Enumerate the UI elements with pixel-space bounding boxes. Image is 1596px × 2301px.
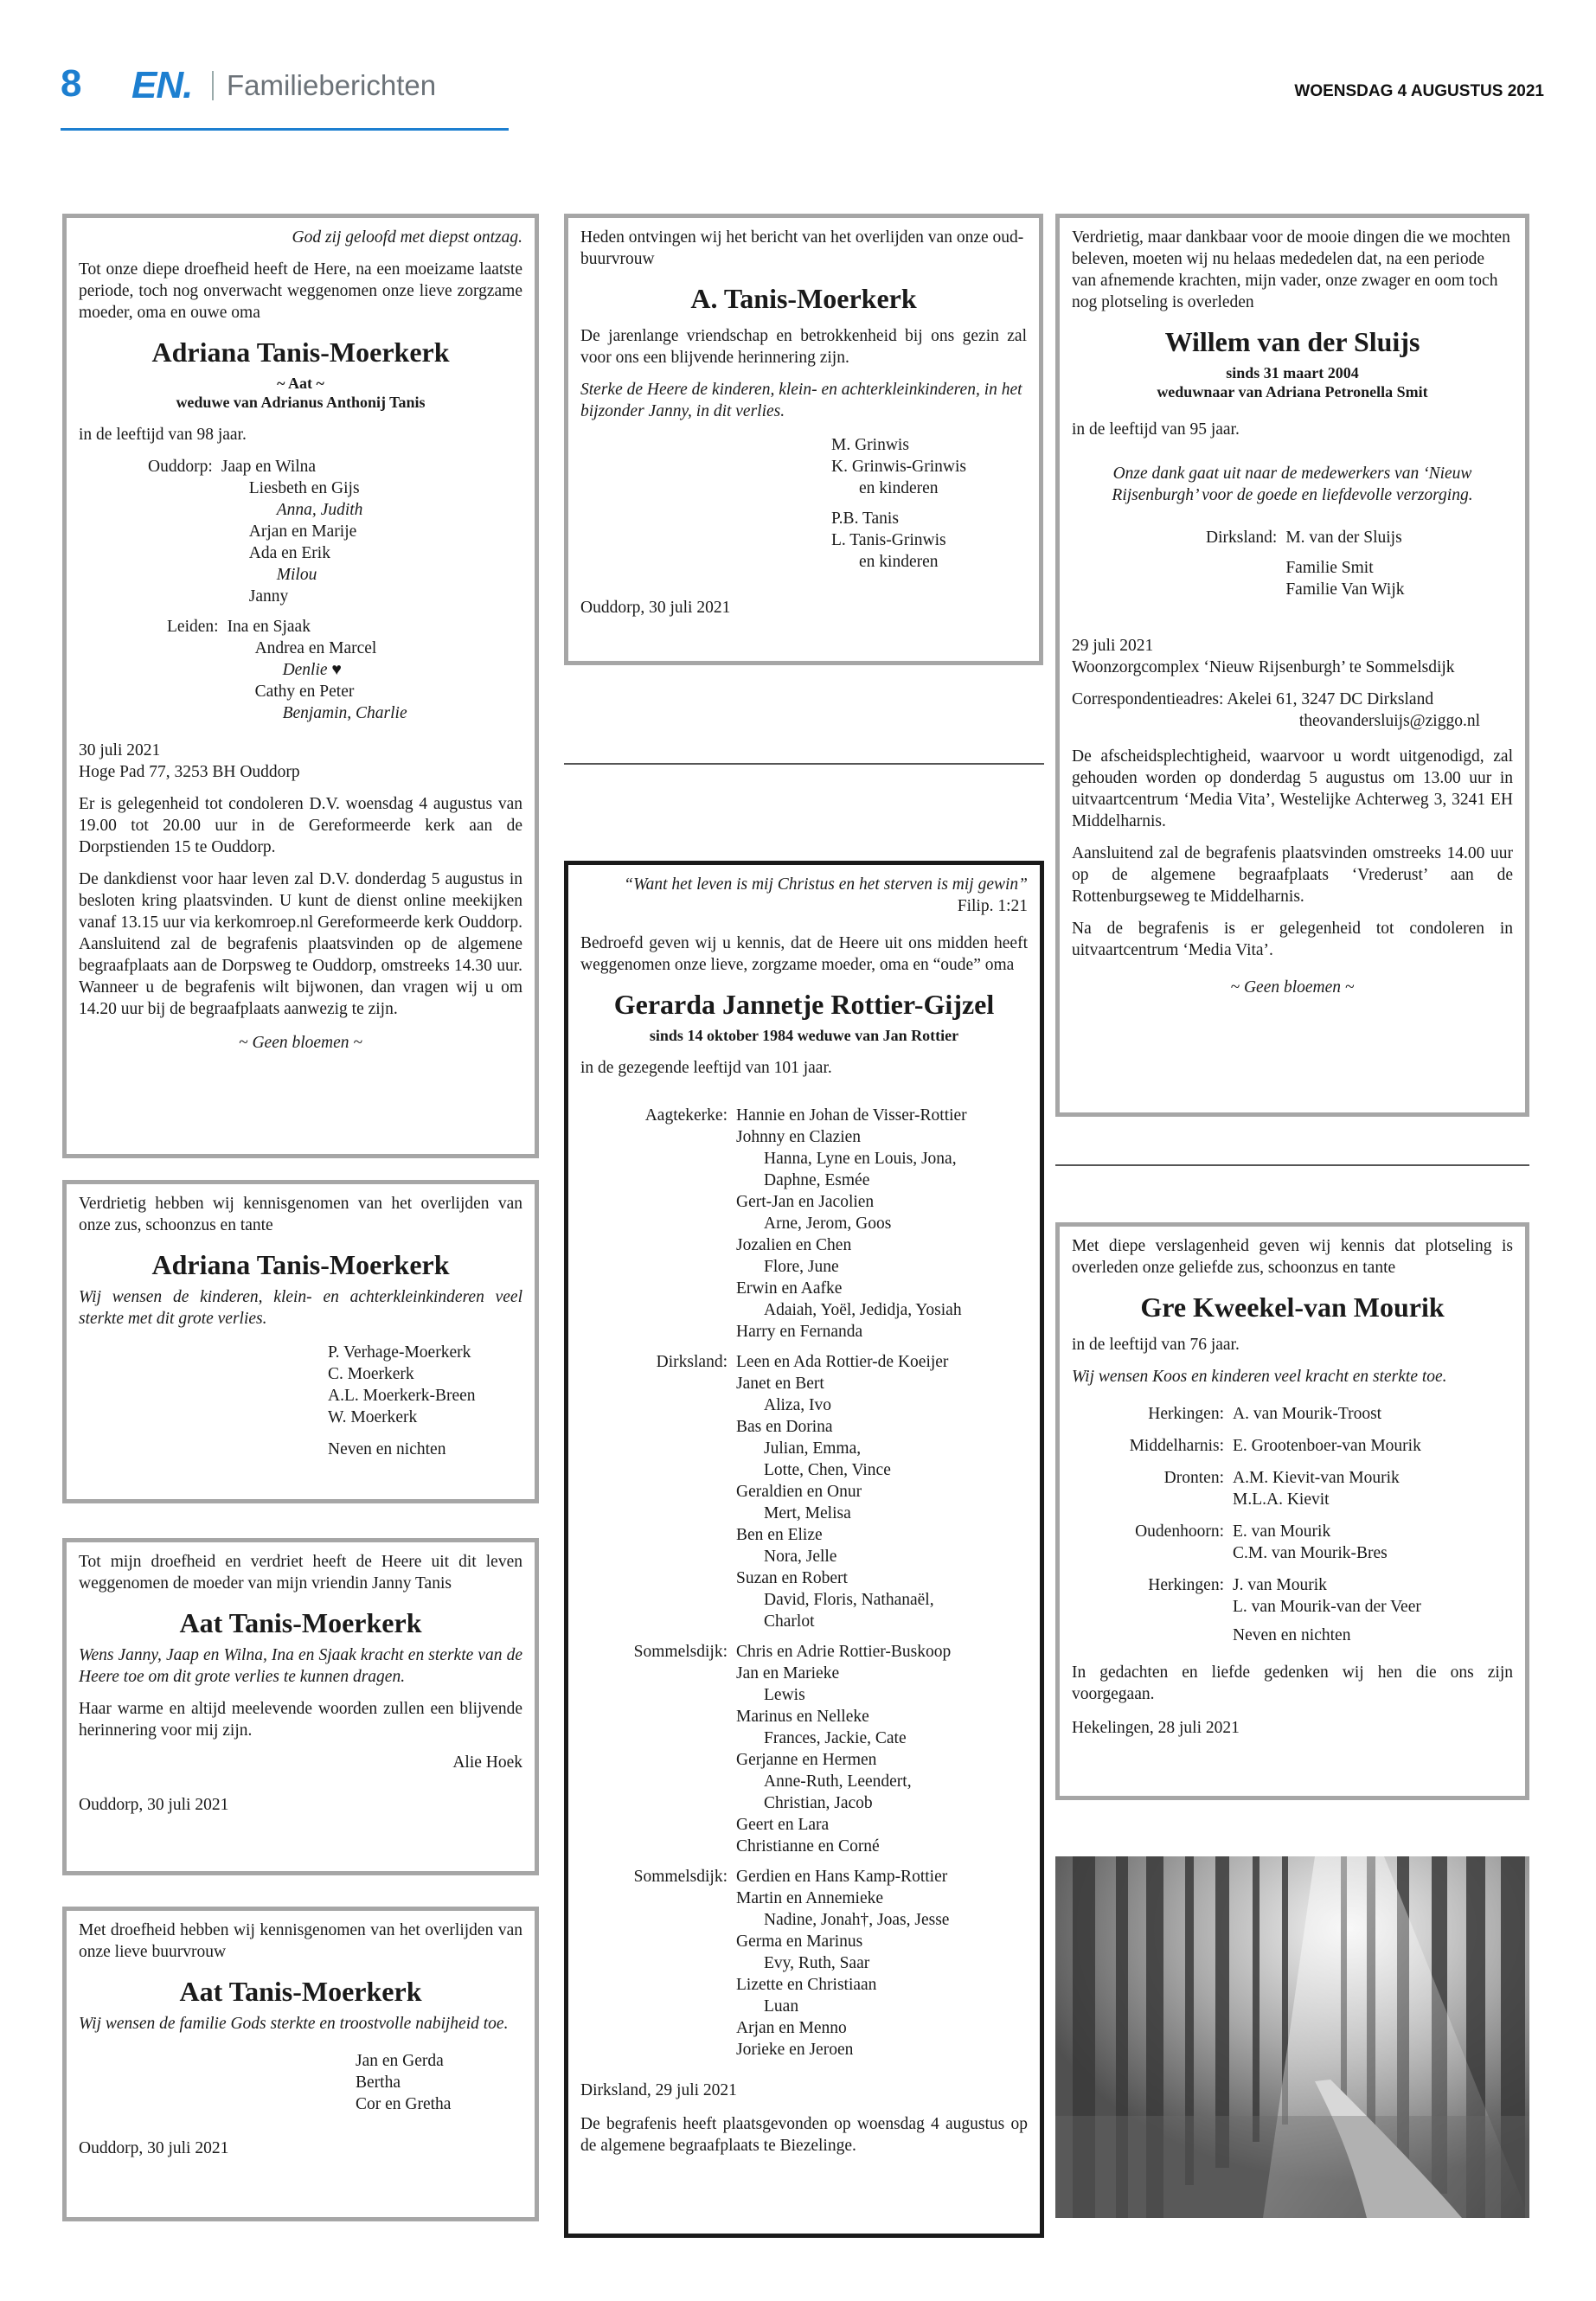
signer: Bertha <box>356 2073 401 2092</box>
memory: In gedachten en liefde gedenken wij hen die ons zijn voorgegaan. <box>1072 1663 1513 1703</box>
notice-intro: Tot onze diepe droefheid heeft de Here, na een moeizame laatste periode, toch nog onverwacht weggenomen onze lieve zorgzame moeder, oma en ouwe oma <box>79 260 522 322</box>
signer-location: Dirksland: <box>1206 529 1278 547</box>
family-location: Oudenhoorn: <box>1135 1522 1224 1541</box>
wish: Wens Janny, Jaap en Wilna, Ina en Sjaak kracht en sterkte van de Heere toe om dit grote verlies te kunnen dragen. <box>79 1646 522 1686</box>
condolence-info: Er is gelegenheid tot condoleren D.V. woensdag 4 augustus van 19.00 tot 20.00 uur in de Gereformeerde kerk aan de Dorpstienden 15 te Ouddorp. <box>79 795 522 856</box>
nephews-nieces: Neven en nichten <box>1233 1626 1351 1644</box>
place-date: Dirksland, 29 juli 2021 <box>580 2081 737 2099</box>
family-name: Lotte, Chen, Vince <box>764 1461 891 1479</box>
signer-children: en kinderen <box>859 553 939 571</box>
column-divider <box>564 763 1044 765</box>
family-group <box>1098 1574 1513 1618</box>
family-name: Geert en Lara <box>736 1816 830 1834</box>
family-location: Ouddorp: <box>148 458 213 476</box>
family-name: Mert, Melisa <box>764 1504 851 1522</box>
signer: P. Verhage-Moerkerk <box>328 1343 471 1362</box>
family-name: Denlie ♥ <box>282 661 342 679</box>
family-name: Arjan en Menno <box>736 2019 847 2037</box>
family-name: Martin en Annemieke <box>736 1889 884 1907</box>
place-date: Hekelingen, 28 juli 2021 <box>1072 1719 1240 1737</box>
age-line: in de leeftijd van 95 jaar. <box>1072 420 1240 439</box>
since-line: sinds 31 maart 2004 <box>1226 364 1359 381</box>
family-group <box>148 616 522 724</box>
family-location: Leiden: <box>167 618 219 636</box>
family-name: Milou <box>276 566 317 584</box>
motto: God zij geloofd met diepst ontzag. <box>292 228 522 247</box>
family-name: Arne, Jerom, Goos <box>764 1215 892 1233</box>
page-number: 8 <box>61 62 82 105</box>
family-location: Herkingen: <box>1148 1576 1224 1594</box>
deceased-name: Gerarda Jannetje Rottier-Gijzel <box>613 989 995 1020</box>
deceased-name: A. Tanis-Moerkerk <box>690 283 917 314</box>
notice-aat-neighbours <box>62 1907 539 2221</box>
family-location: Aagtekerke: <box>644 1106 727 1125</box>
family-name: Ada en Erik <box>248 544 330 562</box>
family-name: Flore, June <box>764 1258 839 1276</box>
family-name: Johnny en Clazien <box>736 1128 862 1146</box>
burial-info: Aansluitend zal de begrafenis plaatsvinden omstreeks 14.00 uur op de algemene begraafplaats ‘Vrederust’ aan de Rottenburgseweg te Middelharnis. <box>1072 844 1513 906</box>
signer: M. van der Sluijs <box>1285 529 1402 547</box>
section-title: Familieberichten <box>227 69 437 101</box>
notice-intro: Bedroefd geven wij u kennis, dat de Heere uit ons midden heeft weggenomen onze lieve, zorgzame moeder, oma en “oude” oma <box>580 934 1028 974</box>
family-group <box>1098 1521 1513 1564</box>
farewell-info: De afscheidsplechtigheid, waarvoor u wordt uitgenodigd, zal gehouden worden op donderdag 5 augustus om 13.00 uur in uitvaartcentrum ‘Media Vita’, Westelijke Achterweg 3, 3241 EH Middelharnis. <box>1072 747 1513 830</box>
family-name: Lizette en Christiaan <box>736 1976 877 1994</box>
family-name: Chris en Adrie Rottier-Buskoop <box>736 1643 952 1661</box>
family-name: Erwin en Aafke <box>736 1279 843 1298</box>
issue-date: WOENSDAG 4 AUGUSTUS 2021 <box>1294 82 1544 100</box>
family-name: Cathy en Peter <box>254 683 355 701</box>
notice-aat-friend <box>62 1538 539 1875</box>
family-name: Gerdien en Hans Kamp-Rottier <box>736 1868 948 1886</box>
family-group <box>1098 1467 1513 1510</box>
family-name: Hanna, Lyne en Louis, Jona, <box>764 1150 957 1168</box>
family-name: J. van Mourik <box>1233 1576 1327 1594</box>
place-date: Ouddorp, 30 juli 2021 <box>79 2139 229 2157</box>
family-name: Anne-Ruth, Leendert, <box>764 1772 912 1791</box>
family-name: E. Grootenboer-van Mourik <box>1233 1437 1421 1455</box>
deceased-name: Aat Tanis-Moerkerk <box>179 1607 422 1638</box>
family-name: Christianne en Corné <box>736 1837 880 1856</box>
signers <box>79 2050 522 2115</box>
place-date: Ouddorp, 30 juli 2021 <box>580 599 731 617</box>
family-name: Charlot <box>764 1612 815 1631</box>
signer: Familie Smit <box>1285 559 1374 577</box>
family-name: Leen en Ada Rottier-de Koeijer <box>736 1353 949 1371</box>
deceased-name: Aat Tanis-Moerkerk <box>179 1976 422 2007</box>
family-name: Christian, Jacob <box>764 1794 873 1812</box>
family-name: Jorieke en Jeroen <box>736 2041 854 2059</box>
family-name: Ben en Elize <box>736 1526 823 1544</box>
family-name: Jan en Marieke <box>736 1664 840 1682</box>
notice-intro: Tot mijn droefheid en verdriet heeft de Heere uit dit leven weggenomen de moeder van mijn vriendin Janny Tanis <box>79 1553 522 1593</box>
nickname: ~ Aat ~ <box>277 375 324 392</box>
family-name: A.M. Kievit-van Mourik <box>1233 1469 1400 1487</box>
family-location: Dirksland: <box>656 1353 727 1371</box>
notice-intro: Met droefheid hebben wij kennisgenomen van het overlijden van onze lieve buurvrouw <box>79 1921 522 1961</box>
family-group <box>148 456 522 607</box>
family-name: Bas en Dorina <box>736 1418 833 1436</box>
family-name: Suzan en Robert <box>736 1569 848 1587</box>
family-name: Lewis <box>764 1686 805 1704</box>
friendship-text: De jarenlange vriendschap en betrokkenheid bij ons gezin zal voor ons een blijvende herinnering zijn. <box>580 327 1027 367</box>
en-logo: EN. <box>131 64 193 106</box>
no-flowers: ~ Geen bloemen ~ <box>239 1034 362 1052</box>
notice-kweekel <box>1055 1222 1529 1800</box>
age-line: in de leeftijd van 76 jaar. <box>1072 1336 1240 1354</box>
notice-date: 29 juli 2021 <box>1072 637 1154 655</box>
deceased-name: Gre Kweekel-van Mourik <box>1140 1292 1445 1323</box>
signer: P.B. Tanis <box>831 510 899 528</box>
family-location: Dronten: <box>1163 1469 1224 1487</box>
signers <box>580 434 1027 573</box>
family-name: Jozalien en Chen <box>736 1236 852 1254</box>
family-location: Sommelsdijk: <box>633 1868 727 1886</box>
family-name: Jaap en Wilna <box>221 458 317 476</box>
notice-tanis-neighbours <box>564 214 1043 665</box>
family-list <box>79 456 522 724</box>
memory: Haar warme en altijd meelevende woorden zullen een blijvende herinnering voor mij zijn. <box>79 1700 522 1740</box>
signer: Alie Hoek <box>452 1753 522 1772</box>
widow-line: sinds 14 oktober 1984 weduwe van Jan Rottier <box>649 1027 959 1044</box>
deceased-name: Willem van der Sluijs <box>1164 326 1420 357</box>
family-group <box>599 1866 1028 2061</box>
signer: K. Grinwis-Grinwis <box>831 458 966 476</box>
deceased-name: Adriana Tanis-Moerkerk <box>151 336 450 368</box>
notice-adriana-family <box>62 214 539 1158</box>
family-name: Geraldien en Onur <box>736 1483 862 1501</box>
family-name: L. van Mourik-van der Veer <box>1233 1598 1421 1616</box>
signer: Familie Van Wijk <box>1285 580 1405 599</box>
family-group <box>1098 1435 1513 1457</box>
wish: Wij wensen de kinderen, klein- en achterkleinkinderen veel sterkte met dit grote verlies. <box>79 1288 522 1328</box>
family-name: E. van Mourik <box>1233 1522 1331 1541</box>
family-name: Luan <box>764 1997 799 2016</box>
family-name: Evy, Ruth, Saar <box>764 1954 870 1972</box>
widow-line: weduwe van Adrianus Anthonij Tanis <box>176 394 426 411</box>
bible-reference: Filip. 1:21 <box>957 897 1028 915</box>
widower-line: weduwnaar van Adriana Petronella Smit <box>1157 383 1428 401</box>
family-name: Gerjanne en Hermen <box>736 1751 877 1769</box>
wish: Sterke de Heere de kinderen, klein- en achterkleinkinderen, in het bijzonder Janny, in dit verlies. <box>580 381 1022 420</box>
family-list <box>1072 1403 1513 1618</box>
nephews-nieces: Neven en nichten <box>328 1440 446 1458</box>
signer: C. Moerkerk <box>328 1365 414 1383</box>
family-name: Frances, Jackie, Cate <box>764 1729 907 1747</box>
family-name: Germa en Marinus <box>736 1932 863 1951</box>
notice-intro: Heden ontvingen wij het bericht van het overlijden van onze oud-buurvrouw <box>580 228 1024 268</box>
family-location: Herkingen: <box>1148 1405 1224 1423</box>
family-name: David, Floris, Nathanaël, <box>764 1591 934 1609</box>
signers <box>1072 527 1513 600</box>
care-home: Woonzorgcomplex ‘Nieuw Rijsenburgh’ te Sommelsdijk <box>1072 658 1455 676</box>
family-name: Marinus en Nelleke <box>736 1708 869 1726</box>
correspondence-address: Correspondentieadres: Akelei 61, 3247 DC Dirksland <box>1072 690 1434 708</box>
family-group <box>599 1641 1028 1857</box>
funeral-info: De begrafenis heeft plaatsgevonden op woensdag 4 augustus op de algemene begraafplaats te Biezelinge. <box>580 2115 1028 2155</box>
family-name: Hannie en Johan de Visser-Rottier <box>736 1106 967 1125</box>
family-name: Adaiah, Yoël, Jedidja, Yosiah <box>764 1301 962 1319</box>
family-location: Sommelsdijk: <box>633 1643 727 1661</box>
notice-intro: Verdrietig hebben wij kennisgenomen van het overlijden van onze zus, schoonzus en tante <box>79 1195 522 1234</box>
masthead <box>61 62 509 131</box>
address: Hoge Pad 77, 3253 BH Ouddorp <box>79 763 300 781</box>
family-name: Daphne, Esmée <box>764 1171 870 1189</box>
family-group <box>1098 1403 1513 1425</box>
family-name: Nora, Jelle <box>764 1548 837 1566</box>
family-name: Andrea en Marcel <box>254 639 377 657</box>
column-divider <box>1055 1164 1529 1166</box>
thanks: Onze dank gaat uit naar de medewerkers van ‘Nieuw Rijsenburgh’ voor de goede en liefdevolle verzorging. <box>1112 465 1473 504</box>
wish: Wij wensen de familie Gods sterkte en troostvolle nabijheid toe. <box>79 2015 509 2033</box>
family-name: Benjamin, Charlie <box>282 704 407 722</box>
family-name: Harry en Fernanda <box>736 1323 863 1341</box>
family-name: Aliza, Ivo <box>764 1396 831 1414</box>
place-date: Ouddorp, 30 juli 2021 <box>79 1796 229 1814</box>
family-name: C.M. van Mourik-Bres <box>1233 1544 1388 1562</box>
deceased-name: Adriana Tanis-Moerkerk <box>151 1249 450 1280</box>
signer: A.L. Moerkerk-Breen <box>328 1387 476 1405</box>
condolence-info: Na de begrafenis is er gelegenheid tot condoleren in uitvaartcentrum ‘Media Vita’. <box>1072 920 1513 959</box>
email: theovandersluijs@ziggo.nl <box>1298 712 1480 730</box>
notice-intro: Met diepe verslagenheid geven wij kennis dat plotseling is overleden onze geliefde zus, schoonzus en tante <box>1072 1237 1513 1277</box>
age-line: in de gezegende leeftijd van 101 jaar. <box>580 1059 832 1077</box>
forest-path-photo <box>1055 1856 1529 2218</box>
family-name: A. van Mourik-Troost <box>1233 1405 1382 1423</box>
signer: Jan en Gerda <box>356 2052 444 2070</box>
no-flowers: ~ Geen bloemen ~ <box>1230 978 1355 997</box>
signer: Cor en Gretha <box>356 2095 452 2113</box>
bible-quote: “Want het leven is mij Christus en het sterven is mij gewin” <box>624 875 1028 894</box>
family-list <box>580 1105 1028 2061</box>
service-info: De dankdienst voor haar leven zal D.V. donderdag 5 augustus in besloten kring plaatsvinden. U kunt de dienst online meekijken vanaf 13.15 uur via kerkomroep.nl Gereformeerde kerk Ouddorp. Aansluitend zal de begrafenis plaatsvinden op de algemene begraafplaats aan de Dorpsweg te Ouddorp, omstreeks 14.30 uur. Wanneer u de begrafenis wilt bijwonen, dan vragen wij u om 14.20 uur bij de begraafplaats aanwezig te zijn. <box>79 870 522 1018</box>
notice-date: 30 juli 2021 <box>79 741 161 760</box>
family-name: Janny <box>248 587 289 606</box>
family-name: Julian, Emma, <box>764 1439 862 1458</box>
heart-icon: ♥ <box>331 661 342 679</box>
family-name: Janet en Bert <box>736 1375 824 1393</box>
signer: W. Moerkerk <box>328 1408 418 1426</box>
wish: Wij wensen Koos en kinderen veel kracht en sterkte toe. <box>1072 1368 1447 1386</box>
notice-rottier <box>564 861 1044 2238</box>
family-name: M.L.A. Kievit <box>1233 1490 1330 1509</box>
family-name: Liesbeth en Gijs <box>248 479 360 497</box>
family-group <box>599 1105 1028 1343</box>
signer: M. Grinwis <box>831 436 909 454</box>
family-name: Arjan en Marije <box>248 522 357 541</box>
family-name: Ina en Sjaak <box>227 618 311 636</box>
notice-adriana-siblings <box>62 1180 539 1503</box>
signers <box>79 1342 522 1460</box>
signer: L. Tanis-Grinwis <box>831 531 946 549</box>
notice-van-der-sluijs <box>1055 214 1529 1117</box>
family-name: Nadine, Jonah†, Joas, Jesse <box>764 1911 950 1929</box>
notice-intro: Verdrietig, maar dankbaar voor de mooie dingen die we mochten beleven, moeten wij nu helaas mededelen dat, na een periode van afnemende krachten, mijn vader, onze zwager en oom toch nog plotseling is overleden <box>1072 228 1510 311</box>
masthead-rule <box>61 128 509 131</box>
family-location: Middelharnis: <box>1129 1437 1224 1455</box>
signer-children: en kinderen <box>859 479 939 497</box>
age-line: in de leeftijd van 98 jaar. <box>79 426 247 444</box>
masthead-divider <box>212 71 214 100</box>
family-name: Anna, Judith <box>276 501 363 519</box>
family-name: Gert-Jan en Jacolien <box>736 1193 875 1211</box>
family-group <box>599 1351 1028 1632</box>
